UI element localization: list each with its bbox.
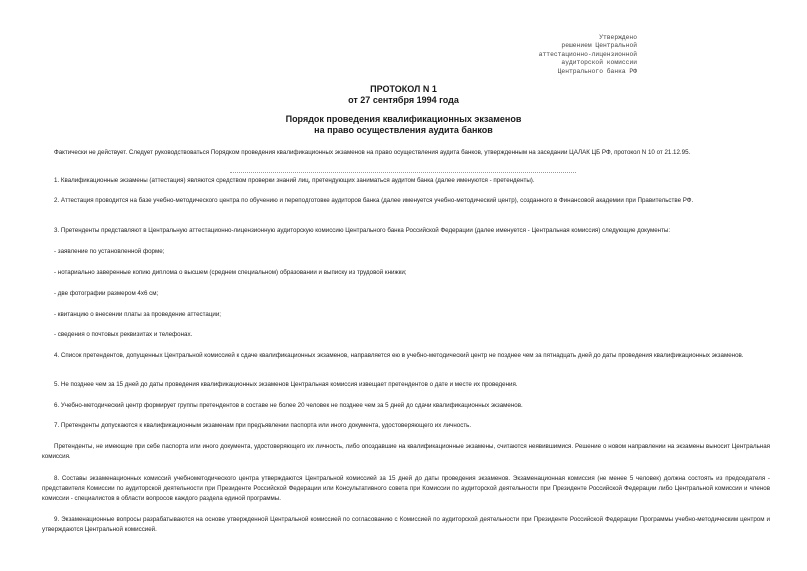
separator-line — [230, 172, 576, 173]
subtitle-line-1: Порядок проведения квалификационных экзаменов — [285, 114, 522, 124]
list-item: - нотариально заверенные копию диплома о высшем (среднем специальном) образовании и выписку из трудовой книжки; — [54, 269, 407, 276]
document-date: от 27 сентября 1994 года — [348, 95, 459, 105]
paragraph-5: 5. Не позднее чем за 15 дней до даты проведения квалификационных экзаменов Центральная комиссия извещает претендентов о дате и месте их проведения. — [54, 381, 518, 388]
document-subtitle — [0, 114, 807, 136]
approval-line: решением Центральной — [561, 42, 637, 50]
approval-line: аудиторской комиссии — [561, 59, 637, 67]
list-item: - заявление по установленной форме; — [54, 248, 165, 255]
paragraph-3: 3. Претенденты представляют в Центральную аттестационно-лицензионную аудиторскую комиссию Центрального банка Российской Федерации (далее именуется - Центральная комиссия) следующие документы: — [54, 227, 671, 234]
list-item: - две фотографии размером 4х6 см; — [54, 290, 159, 297]
paragraph-8: 8. Составы экзаменационных комиссий учебнометодического центра утверждаются Центральной комиссией за 15 дней до даты проведения экзаменов. Экзаменационная комиссия (не менее 5 человек) должна состоять из председателя - представителя Комиссии по аудиторской деятельности при Президенте Российской Федерации или Консультативного совета при Комиссии по аудиторской деятельности при Президенте Российской Федерации либо Центральной комиссии и членов комиссии - специалистов в области вопросов каждого раздела единой программы. — [42, 475, 770, 502]
document-title-block — [0, 84, 807, 106]
paragraph-4: 4. Список претендентов, допущенных Центральной комиссией к сдаче квалификационных экзаменов, направляется ею в учебно-методический центр не позднее чем за пятнадцать дней до даты проведения квалификационных экзаменов. — [54, 352, 744, 359]
paragraph-6: 6. Учебно-методический центр формирует группы претендентов в составе не более 20 человек не позднее чем за 5 дней до сдачи квалификационных экзаменов. — [54, 402, 523, 409]
paragraph-2: 2. Аттестация проводится на базе учебно-методического центра по обучению и переподготовке аудиторов банка (далее именуется учебно-методический центр), созданного в Финансовой академии при Правительстве РФ. — [54, 197, 694, 204]
approval-line: Центрального банка РФ — [557, 67, 637, 75]
paragraph-9: 9. Экзаменационные вопросы разрабатываются на основе утвержденной Центральной комиссией по согласованию с Комиссией по аудиторской деятельности при Президенте Российской Федерации Программы учебно-методическим центром и утверждаются Центральной комиссией. — [42, 516, 770, 533]
paragraph-1: 1. Квалификационные экзамены (аттестация) являются средством проверки знаний лиц, претендующих заниматься аудитом банка (далее именуются - претенденты). — [54, 177, 535, 184]
approval-line: аттестационно-лицензионной — [538, 50, 637, 58]
list-item: - сведения о почтовых реквизитах и телефонах. — [54, 331, 193, 338]
validity-notice: Фактически не действует. Следует руководствоваться Порядком проведения квалификационных экзаменов на право осуществления аудита банков, утвержденным на заседании ЦАЛАК ЦБ РФ, протокол N 10 от 21.12.95. — [54, 149, 691, 156]
document-title: ПРОТОКОЛ N 1 — [370, 84, 437, 94]
paragraph-7: 7. Претенденты допускаются к квалификационным экзаменам при предъявлении паспорта или иного документа, удостоверяющего их личность. — [54, 422, 472, 429]
approval-stamp — [537, 34, 637, 76]
paragraph-7-continued: Претенденты, не имеющие при себе паспорта или иного документа, удостоверяющего их личность, либо опоздавшие на квалификационные экзамены, считаются неявившимися. Решение о новом направлении на экзамены выносит Центральная комиссия. — [42, 443, 770, 460]
approval-line: Утверждено — [599, 34, 637, 41]
subtitle-line-2: на право осуществления аудита банков — [314, 125, 493, 135]
list-item: - квитанцию о внесении платы за проведение аттестации; — [54, 311, 222, 318]
